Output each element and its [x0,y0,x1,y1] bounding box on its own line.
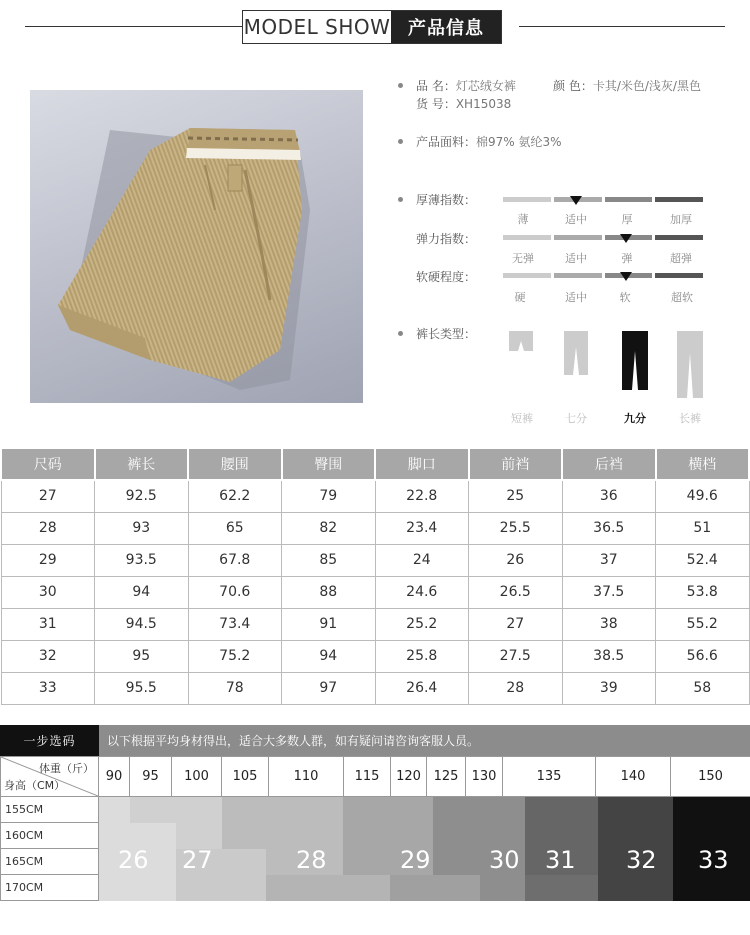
weight-cell: 100 [172,757,222,796]
bullet-dot [398,331,403,336]
recommend-title: 一步选码 [0,725,99,756]
table-cell: 52.4 [656,544,750,576]
table-cell: 91 [282,608,376,640]
table-cell: 62.2 [188,480,282,512]
bullet-dot [398,139,403,144]
height-cell: 160CM [0,823,99,849]
size-block-30-base [480,875,525,901]
size-block-28 [222,797,343,849]
table-cell: 31 [1,608,95,640]
weight-cell: 90 [99,757,130,796]
weight-cell: 135 [503,757,596,796]
weight-axis-label: 体重（斤） [39,762,94,775]
ankle-pants-icon [621,331,649,391]
softness-marker [620,272,632,281]
product-color-line [553,77,701,94]
table-cell: 26.5 [469,576,563,608]
weight-cell: 105 [222,757,269,796]
size-block-31-base [525,875,598,901]
product-name-label: 品 名： [416,79,456,93]
pants-illustration [30,90,363,403]
size-number: 32 [626,846,657,874]
product-color-value: 卡其/米色/浅灰/黑色 [592,79,701,93]
weight-cell: 150 [698,769,723,784]
product-code-label: 货 号： [416,97,456,111]
product-name-value: 灯芯绒女裤 [455,79,516,93]
softness-option: 超软 [671,291,693,304]
size-number: 28 [296,846,327,874]
table-cell: 30 [1,576,95,608]
table-row [1,576,749,608]
product-code-line [416,95,511,112]
table-cell: 24 [375,544,469,576]
table-cell: 28 [1,512,95,544]
header-line-right [519,26,725,27]
table-cell: 49.6 [656,480,750,512]
size-number: 33 [698,846,729,874]
table-cell: 94 [282,640,376,672]
size-table-header [1,448,749,480]
table-row [1,544,749,576]
bullet-dot [398,83,403,88]
weight-cell: 110 [269,757,344,796]
softness-scale [503,273,703,278]
size-col-header: 脚口 [375,448,469,480]
table-row [1,672,749,704]
table-cell: 24.6 [375,576,469,608]
weight-cell: 95 [130,757,172,796]
table-cell: 27 [469,608,563,640]
table-cell: 25.8 [375,640,469,672]
size-col-header: 前裆 [469,448,563,480]
table-cell: 92.5 [95,480,189,512]
height-cell: 170CM [0,875,99,901]
table-cell: 29 [1,544,95,576]
elasticity-option: 适中 [565,252,587,265]
weight-cell: 125 [427,757,466,796]
size-col-header: 臀围 [282,448,376,480]
recommend-header [0,725,750,756]
bullet-dot [398,197,403,202]
elasticity-option: 超弹 [670,252,692,265]
table-cell: 79 [282,480,376,512]
table-cell: 70.6 [188,576,282,608]
table-cell: 97 [282,672,376,704]
table-cell: 27.5 [469,640,563,672]
elasticity-option: 无弹 [512,252,534,265]
table-cell: 93 [95,512,189,544]
size-col-header: 腰围 [188,448,282,480]
table-cell: 95 [95,640,189,672]
size-block-27 [130,797,222,823]
section-header [242,10,502,44]
product-fabric-label: 产品面料： [416,135,477,149]
product-name-line [416,77,516,94]
table-cell: 23.4 [375,512,469,544]
table-cell: 78 [188,672,282,704]
product-color-label: 颜 色： [553,79,593,93]
thickness-marker [570,196,582,205]
table-cell: 38 [562,608,656,640]
size-number: 26 [118,846,149,874]
table-cell: 56.6 [656,640,750,672]
product-photo [30,90,363,403]
pants-length-option: 七分 [565,412,587,425]
table-cell: 94.5 [95,608,189,640]
table-cell: 82 [282,512,376,544]
product-fabric-line [416,133,562,150]
size-col-header: 后裆 [562,448,656,480]
table-cell: 39 [562,672,656,704]
size-table [0,447,750,705]
softness-option: 软 [619,291,631,304]
table-cell: 55.2 [656,608,750,640]
pants-length-label: 裤长类型： [416,327,477,341]
thickness-option: 厚 [621,213,633,226]
thickness-label: 厚薄指数： [416,193,477,207]
weight-cell: 140 [596,757,671,796]
table-cell: 26 [469,544,563,576]
table-cell: 25 [469,480,563,512]
table-cell: 37 [562,544,656,576]
size-number: 27 [182,846,213,874]
shorts-icon [507,331,535,353]
table-cell: 51 [656,512,750,544]
table-cell: 88 [282,576,376,608]
size-col-header: 尺码 [1,448,95,480]
table-cell: 75.2 [188,640,282,672]
elasticity-option: 弹 [621,252,633,265]
elasticity-scale [503,235,703,240]
table-row [1,480,749,512]
elasticity-marker [620,234,632,243]
height-cell: 165CM [0,849,99,875]
size-number: 30 [489,846,520,874]
table-cell: 53.8 [656,576,750,608]
product-fabric-value: 棉97% 氨纶3% [476,135,562,149]
height-cell: 155CM [0,797,99,823]
size-block-29-base [390,875,480,901]
size-col-header: 横档 [656,448,750,480]
header-title-cn: 产品信息 [391,11,501,43]
thickness-option: 加厚 [670,213,692,226]
header-title-en: MODEL SHOW [243,15,391,39]
weight-cell: 120 [391,757,427,796]
softness-option: 适中 [565,291,587,304]
pants-length-option: 长裤 [679,412,701,425]
table-row [1,640,749,672]
thickness-option: 薄 [517,213,529,226]
table-cell: 85 [282,544,376,576]
softness-label: 软硬程度： [416,270,477,284]
table-row [1,608,749,640]
header-line-left [25,26,242,27]
pants-length-option: 短裤 [511,412,533,425]
table-cell: 37.5 [562,576,656,608]
table-cell: 36.5 [562,512,656,544]
weight-cell: 115 [344,757,391,796]
table-cell: 36 [562,480,656,512]
table-cell: 26.4 [375,672,469,704]
table-cell: 25.2 [375,608,469,640]
table-cell: 95.5 [95,672,189,704]
size-block-26-top [99,797,130,823]
table-cell: 73.4 [188,608,282,640]
softness-option: 硬 [514,291,526,304]
table-row [1,512,749,544]
size-col-header: 裤长 [95,448,189,480]
weight-cell: 130 [466,757,503,796]
table-cell: 58 [656,672,750,704]
product-code-value: XH15038 [455,97,512,111]
table-cell: 33 [1,672,95,704]
axis-corner-cell [0,756,99,797]
recommend-note: 以下根据平均身材得出，适合大多数人群，如有疑问请咨询客服人员。 [99,725,750,756]
size-number: 29 [400,846,431,874]
table-cell: 28 [469,672,563,704]
long-pants-icon [676,331,704,399]
height-axis-label: 身高（CM） [4,779,66,792]
size-number: 31 [545,846,576,874]
table-cell: 25.5 [469,512,563,544]
size-block-28-base [266,875,390,901]
thickness-scale [503,197,703,202]
cropped-pants-icon [563,331,589,376]
weight-header-row [99,756,750,797]
table-cell: 27 [1,480,95,512]
table-cell: 93.5 [95,544,189,576]
table-cell: 32 [1,640,95,672]
table-cell: 67.8 [188,544,282,576]
table-cell: 94 [95,576,189,608]
table-cell: 22.8 [375,480,469,512]
thickness-option: 适中 [565,213,587,226]
table-cell: 38.5 [562,640,656,672]
pants-length-option-selected: 九分 [624,412,646,425]
elasticity-label: 弹力指数： [416,232,477,246]
table-cell: 65 [188,512,282,544]
